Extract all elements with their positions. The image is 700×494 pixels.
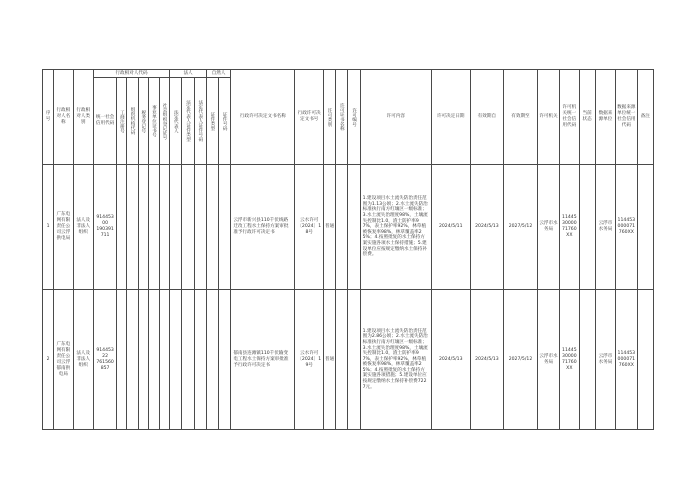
header-legal-person: 法人 <box>170 70 207 78</box>
row-credit-code: 91445300 190391711 <box>93 165 116 290</box>
row-rep-id-type <box>182 165 194 290</box>
row-rep-name <box>170 165 182 290</box>
row-status <box>579 165 595 290</box>
table-row <box>43 290 654 430</box>
row-seq: 2 <box>43 290 54 430</box>
header-unit-code: 事业单位证书号 <box>148 78 159 165</box>
header-authority-code: 许可机关统一社会信用代码 <box>560 70 579 165</box>
row-source-code: 114453000071760XX <box>616 165 637 290</box>
row-permit-category: 普通 <box>323 165 335 290</box>
row-name: 广东电网有限责任公司云浮郁南供电局 <box>54 290 73 430</box>
header-decision-doc-no: 行政许可决定文书号 <box>295 70 324 165</box>
header-decision-date: 许可决定日期 <box>431 70 470 165</box>
row-decision-date: 2024/5/13 <box>431 290 470 430</box>
header-valid-to: 有效期至 <box>504 70 538 165</box>
header-decision-doc-name: 行政许可决定文书名称 <box>231 70 295 165</box>
row-source-code: 114453000071760XX <box>616 290 637 430</box>
permit-table <box>42 69 654 430</box>
row-remark <box>637 290 653 430</box>
row-content: 1.建设项目水土流失防治责任范围为2.86公顷；2.水土流失防治标准执行南方红壤区一级标准；3.水土流失治理度98%，土壤流失控制比1.0，渣土防护率97%，表土保护率92%，林草植被恢复率98%，林草覆盖率25%；4.按照批复的水土保持方案实施各项措施；5.建设单位应按规定缴纳水土保持补偿费7227元。 <box>360 290 431 430</box>
header-natural-person: 自然人 <box>206 70 230 78</box>
row-valid-to: 2027/5/12 <box>504 290 538 430</box>
header-code-group: 行政相对人代码 <box>93 70 169 78</box>
row-decision-doc-no: 云水许可〔2024〕18号 <box>295 165 324 290</box>
row-valid-to: 2027/5/12 <box>504 165 538 290</box>
row-cert-name <box>336 165 348 290</box>
row-decision-doc-name: 云浮市新兴县110千伏线路迁改工程水土保持方案审批准予行政许可决定书 <box>231 165 295 290</box>
row-remark <box>637 165 653 290</box>
row-authority: 云浮市水务局 <box>537 290 559 430</box>
row-decision-doc-no: 云水许可〔2024〕19号 <box>295 290 324 430</box>
row-id-type <box>206 165 218 290</box>
header-data-source: 数据来源单位 <box>595 70 615 165</box>
header-credit-code: 统一社会信用代码 <box>93 78 116 165</box>
header-category: 行政相对人类别 <box>73 70 93 165</box>
row-content: 1.建设项目水土流失防治责任范围为1.13公顷；2.水土流失防治标准执行南方红壤区一级标准；3.水土流失治理度98%，土壤流失控制比1.0，渣土防护率97%，表土保护率92%，林草植被恢复率98%，林草覆盖率25%；4.按照批复的水土保持方案实施各项水土保持措施；5.建设单位应按规定缴纳水土保持补偿费。 <box>360 165 431 290</box>
row-category: 法人及非法人组织 <box>73 165 93 290</box>
row-valid-from: 2024/5/13 <box>470 290 504 430</box>
row-id-type <box>206 290 218 430</box>
header-valid-from: 有效期自 <box>470 70 504 165</box>
row-authority: 云浮市水务局 <box>537 165 559 290</box>
header-remark: 备注 <box>637 70 653 165</box>
row-valid-from: 2024/5/13 <box>470 165 504 290</box>
row-cert-no <box>348 165 360 290</box>
row-seq: 1 <box>43 165 54 290</box>
header-seq: 序号 <box>43 70 54 165</box>
row-permit-category: 普通 <box>323 290 335 430</box>
row-id-no <box>219 290 231 430</box>
row-data-source: 云浮市水务局 <box>595 290 615 430</box>
row-status <box>579 290 595 430</box>
row-cert-name <box>336 290 348 430</box>
header-id-type: 证件类型 <box>206 78 218 165</box>
header-id-no: 证件号码 <box>219 78 231 165</box>
row-cert-no <box>348 290 360 430</box>
header-permit-category: 许可类别 <box>323 70 335 165</box>
row-name: 广东电网有限责任公司云浮供电局 <box>54 165 73 290</box>
header-rep-name: 法定代表人 <box>170 78 182 165</box>
header-cert-name: 许可证书名称 <box>336 70 348 165</box>
header-reg-no: 工商注册号 <box>117 78 127 165</box>
header-social-org-code: 社会组织登记证号 <box>160 78 170 165</box>
table-row <box>43 165 654 290</box>
header-authority: 许可机关 <box>537 70 559 165</box>
header-status: 当前状态 <box>579 70 595 165</box>
row-category: 法人及非法人组织 <box>73 290 93 430</box>
header-source-code: 数据来源单位统一社会信用代码 <box>616 70 637 165</box>
row-rep-id-type <box>182 290 194 430</box>
header-tax-no: 税务登记号 <box>138 78 148 165</box>
header-content: 许可内容 <box>360 70 431 165</box>
row-id-no <box>219 165 231 290</box>
row-rep-name <box>170 290 182 430</box>
header-org-code: 组织机构代码 <box>127 78 138 165</box>
row-rep-id-no <box>194 165 206 290</box>
header-name: 行政相对人名称 <box>54 70 73 165</box>
header-rep-id-type: 法定代表人证件类型 <box>182 78 194 165</box>
row-credit-code: 91445322 761560857 <box>93 290 116 430</box>
row-authority-code: 114453000071760XX <box>560 290 579 430</box>
row-decision-date: 2024/5/11 <box>431 165 470 290</box>
row-authority-code: 114453000071760XX <box>560 165 579 290</box>
row-rep-id-no <box>194 290 206 430</box>
header-cert-no: 许可编号 <box>348 70 360 165</box>
row-data-source: 云浮市水务局 <box>595 165 615 290</box>
header-rep-id-no: 法定代表人证件号码 <box>194 78 206 165</box>
row-decision-doc-name: 郁南县连滩镇110千伏输变电工程水土保持方案审批准予行政许可决定书 <box>231 290 295 430</box>
